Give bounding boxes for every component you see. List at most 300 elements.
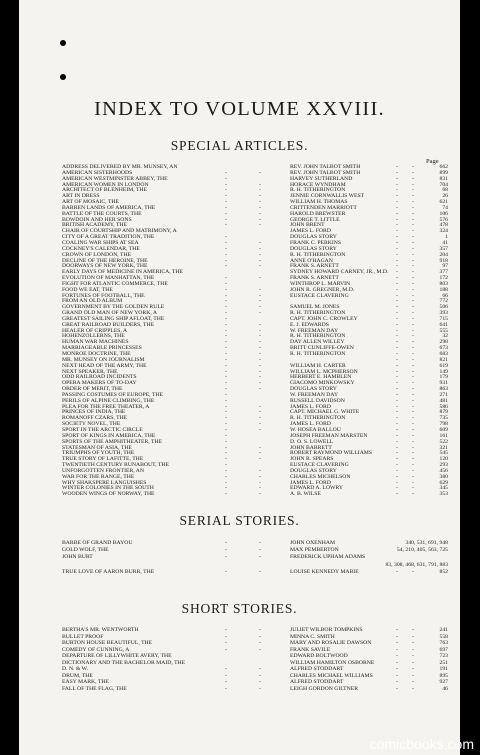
entry-author: WILLIAM HAMILTON OSBORNE bbox=[290, 659, 375, 666]
leader-dash: - bbox=[412, 315, 414, 322]
leader-dash: - bbox=[412, 187, 414, 194]
leader-dash: - bbox=[225, 679, 227, 685]
entry-page: 393 bbox=[439, 310, 448, 317]
entry-title: HUMAN WAR MACHINES bbox=[62, 339, 129, 346]
leader-dash: - bbox=[225, 204, 227, 211]
leader-dash: - bbox=[412, 310, 414, 317]
leader-dash: - bbox=[412, 415, 414, 422]
leader-dash: - bbox=[396, 245, 398, 252]
entry-title: WAR FOR THE RANGE, THE bbox=[62, 473, 135, 480]
leader-dash: - bbox=[412, 251, 414, 258]
leader-dash: - bbox=[225, 547, 227, 554]
entry-title: SPORT IN THE ARCTIC CIRCLE bbox=[62, 426, 143, 433]
entry-author: FRANK S. ARNETT bbox=[290, 275, 339, 282]
leader-dash: - bbox=[259, 540, 261, 546]
entry-title: FOOD WE EAT, THE bbox=[62, 286, 113, 293]
leader-dash: - bbox=[259, 491, 261, 498]
leader-dash: - bbox=[259, 426, 261, 433]
entry-title: ROMANOFF CZARS, THE bbox=[62, 415, 128, 422]
entry-page: 149 bbox=[439, 368, 448, 375]
entry-page: 555 bbox=[439, 327, 448, 334]
entry-page: 97 bbox=[442, 263, 448, 270]
entry-page: 629 bbox=[439, 479, 448, 486]
entry-title: SPORTS OF THE AMPHITHEATER, THE bbox=[62, 438, 163, 445]
leader-dash: - bbox=[396, 199, 398, 206]
leader-dash: - bbox=[412, 438, 414, 445]
entry-title: MARRIAGEABLE PRINCESSES bbox=[62, 345, 142, 352]
leader-dash: - bbox=[412, 304, 414, 311]
entry-page: 763 bbox=[439, 640, 448, 646]
leader-dash: - bbox=[225, 356, 227, 363]
leader-dash: - bbox=[225, 234, 227, 241]
watermark: comicbooks.com bbox=[369, 736, 474, 752]
leader-dash: - bbox=[225, 327, 227, 334]
leader-dash: - bbox=[412, 257, 414, 264]
leader-dash: - bbox=[225, 391, 227, 398]
entry-page: 179 bbox=[439, 374, 448, 381]
leader-dash: - bbox=[396, 685, 398, 692]
leader-dash: - bbox=[225, 193, 227, 200]
leader-dash: - bbox=[396, 210, 398, 217]
leader-dash: - bbox=[259, 257, 261, 264]
entry-title: JOHN BURT bbox=[62, 554, 93, 561]
leader-dash: - bbox=[412, 646, 414, 653]
entry-page: 191 bbox=[439, 666, 448, 672]
entry-page: 106 bbox=[439, 210, 448, 217]
leader-dash: - bbox=[259, 554, 261, 561]
entry-author: W. FREEMAN DAY bbox=[290, 391, 339, 398]
entry-title: AMERICAN WESTMINSTER ABBEY, THE bbox=[62, 175, 168, 182]
leader-dash: - bbox=[225, 275, 227, 282]
entry-page: 558 bbox=[439, 633, 448, 640]
leader-dash: - bbox=[396, 640, 398, 646]
leader-dash: - bbox=[396, 228, 398, 235]
leader-dash: - bbox=[225, 386, 227, 393]
leader-dash: - bbox=[396, 426, 398, 433]
entry-page: 852 bbox=[439, 568, 448, 575]
leader-dash: - bbox=[259, 672, 261, 679]
entry-page: 66 bbox=[442, 292, 448, 299]
entry-author: JOHN BRENT bbox=[290, 222, 325, 229]
leader-dash: - bbox=[412, 409, 414, 416]
entry-page: 772 bbox=[439, 298, 448, 305]
entry-title: BURTON HOUSE BEAUTIFUL, THE bbox=[62, 640, 153, 646]
entry-author: MARY AND ROSALIE DAWSON bbox=[290, 640, 372, 646]
leader-dash: - bbox=[396, 216, 398, 223]
entry-page: 899 bbox=[439, 169, 448, 176]
entry-title: WHY SHAKSPERE LANGUISHES bbox=[62, 479, 147, 486]
entry-title: ART OF MOSAIC, THE bbox=[62, 199, 119, 206]
leader-dash: - bbox=[412, 374, 414, 381]
leader-dash: - bbox=[225, 554, 227, 561]
entry-title: SPORT OF KINGS IN AMERICA, THE bbox=[62, 432, 156, 439]
entry-title: MONROE DOCTRINE, THE bbox=[62, 351, 131, 357]
leader-dash: - bbox=[225, 426, 227, 433]
entry-author: DOUGLAS STORY bbox=[290, 245, 337, 252]
leader-dash: - bbox=[396, 345, 398, 352]
leader-dash: - bbox=[396, 438, 398, 445]
entry-author: DAY ALLEN WILLEY bbox=[290, 339, 345, 346]
short-stories-list bbox=[62, 627, 454, 692]
leader-dash: - bbox=[225, 169, 227, 176]
entry-title: BRITISH ACADEMY, THE bbox=[62, 222, 128, 229]
leader-dash: - bbox=[412, 627, 414, 633]
leader-dash: - bbox=[259, 310, 261, 317]
leader-dash: - bbox=[396, 450, 398, 457]
entry-page: 798 bbox=[439, 421, 448, 428]
entry-author: EDWARD BOLTWOOD bbox=[290, 653, 348, 659]
entry-author: JAMES L. FORD bbox=[290, 421, 331, 428]
entry-page: 340, 531, 691, 948 bbox=[405, 540, 448, 546]
leader-dash: - bbox=[396, 646, 398, 653]
leader-dash: - bbox=[396, 257, 398, 264]
index-entry bbox=[62, 562, 454, 569]
entry-author: MINNA C. SMITH bbox=[290, 633, 335, 640]
index-entry bbox=[62, 547, 454, 554]
leader-dash: - bbox=[225, 672, 227, 679]
leader-dash: - bbox=[259, 210, 261, 217]
entry-author: REV. JOHN TALBOT SMITH bbox=[290, 164, 361, 170]
entry-author: SYDNEY HOWARD CARNEY, JR., M.D. bbox=[290, 269, 389, 276]
entry-author: LOUISE KENNEDY MABIE bbox=[290, 568, 359, 575]
index-entry bbox=[62, 554, 454, 561]
entry-title: CROWN OF LONDON, THE bbox=[62, 251, 132, 258]
leader-dash: - bbox=[259, 450, 261, 457]
entry-title: BERTHA'S MR. WENTWORTH bbox=[62, 627, 139, 633]
entry-page: 863 bbox=[439, 386, 448, 393]
entry-page: 683 bbox=[439, 351, 448, 357]
leader-dash: - bbox=[259, 456, 261, 463]
entry-title: UNFORGOTTEN FRONTIER, AN bbox=[62, 467, 144, 474]
leader-dash: - bbox=[412, 672, 414, 679]
entry-title: EVOLUTION OF MANHATTAN, THE bbox=[62, 275, 155, 282]
leader-dash: - bbox=[412, 228, 414, 235]
entry-title: NEXT SPEAKER, THE bbox=[62, 368, 118, 375]
entry-author: W. FREEMAN DAY bbox=[290, 327, 339, 334]
entry-title: D. N. & W. bbox=[62, 666, 88, 672]
entry-page: 481 bbox=[439, 397, 448, 404]
leader-dash: - bbox=[412, 391, 414, 398]
leader-dash: - bbox=[225, 491, 227, 498]
leader-dash: - bbox=[412, 222, 414, 229]
leader-dash: - bbox=[412, 169, 414, 176]
leader-dash: - bbox=[396, 362, 398, 369]
entry-page: 456 bbox=[439, 467, 448, 474]
leader-dash: - bbox=[396, 473, 398, 480]
entry-page: 74 bbox=[442, 204, 448, 211]
leader-dash: - bbox=[259, 187, 261, 194]
leader-dash: - bbox=[396, 444, 398, 451]
entry-title: AMERICAN WOMEN IN LONDON bbox=[62, 181, 149, 188]
leader-dash: - bbox=[412, 444, 414, 451]
entry-author: JOHN BARRETT bbox=[290, 444, 332, 451]
leader-dash: - bbox=[396, 286, 398, 293]
leader-dash: - bbox=[259, 409, 261, 416]
leader-dash: - bbox=[412, 479, 414, 486]
entry-title: BARREN LANDS OF AMERICA, THE bbox=[62, 204, 156, 211]
entry-author: WILLIAM H. THOMAS bbox=[290, 199, 348, 206]
entry-title: OPERA MAKERS OF TO-DAY bbox=[62, 380, 137, 387]
leader-dash: - bbox=[396, 403, 398, 410]
leader-dash: - bbox=[259, 473, 261, 480]
punch-hole bbox=[60, 74, 66, 80]
leader-dash: - bbox=[259, 633, 261, 640]
entry-author: R. H. TITHERINGTON bbox=[290, 251, 346, 258]
leader-dash: - bbox=[225, 627, 227, 633]
entry-author: EDWARD A. LOWRY bbox=[290, 485, 343, 492]
leader-dash: - bbox=[396, 485, 398, 492]
leader-dash: - bbox=[259, 386, 261, 393]
entry-author: GIACOMO MINKOWSKY bbox=[290, 380, 355, 387]
entry-title: TRUE STORY OF LAFITTE, THE bbox=[62, 456, 144, 463]
entry-title: FALL OF THE FLAG, THE bbox=[62, 685, 127, 692]
leader-dash: - bbox=[225, 415, 227, 422]
leader-dash: - bbox=[225, 210, 227, 217]
leader-dash: - bbox=[396, 304, 398, 311]
leader-dash: - bbox=[259, 421, 261, 428]
leader-dash: - bbox=[412, 362, 414, 369]
entry-title: COCKNEY'S CALENDAR, THE bbox=[62, 245, 140, 252]
leader-dash: - bbox=[225, 280, 227, 287]
entry-page: 298 bbox=[439, 339, 448, 346]
entry-page: 723 bbox=[439, 653, 448, 659]
leader-dash: - bbox=[259, 467, 261, 474]
leader-dash: - bbox=[412, 292, 414, 299]
leader-dash: - bbox=[259, 327, 261, 334]
leader-dash: - bbox=[396, 204, 398, 211]
leader-dash: - bbox=[412, 456, 414, 463]
entry-title: EARLY DAYS OF MEDICINE IN AMERICA, THE bbox=[62, 269, 184, 276]
index-entry bbox=[62, 492, 454, 498]
entry-title: PERILS OF ALPINE CLIMBING, THE bbox=[62, 397, 155, 404]
entry-title: HOHENZOLLERNS, THE bbox=[62, 333, 125, 340]
entry-page: 293 bbox=[439, 462, 448, 469]
leader-dash: - bbox=[396, 659, 398, 666]
leader-dash: - bbox=[396, 462, 398, 469]
entry-page: 609 bbox=[439, 426, 448, 433]
leader-dash: - bbox=[259, 286, 261, 293]
entry-page: 586 bbox=[439, 403, 448, 410]
leader-dash: - bbox=[412, 432, 414, 439]
short-stories-heading: SHORT STORIES. bbox=[181, 601, 298, 616]
leader-dash: - bbox=[225, 251, 227, 258]
leader-dash: - bbox=[412, 450, 414, 457]
entry-page: 619 bbox=[439, 362, 448, 369]
leader-dash: - bbox=[225, 315, 227, 322]
leader-dash: - bbox=[412, 199, 414, 206]
entry-page: 46 bbox=[442, 685, 448, 692]
leader-dash: - bbox=[259, 547, 261, 554]
leader-dash: - bbox=[259, 345, 261, 352]
entry-author: R. H. TITHERINGTON bbox=[290, 310, 346, 317]
entry-title: ADDRESS DELIVERED BY MR. MUNSEY, AN bbox=[62, 164, 178, 170]
entry-page: 345 bbox=[439, 485, 448, 492]
leader-dash: - bbox=[412, 204, 414, 211]
entry-author: FRANK SAVILE bbox=[290, 646, 331, 653]
leader-dash: - bbox=[412, 659, 414, 666]
entry-title: PLEA FOR THE FREE THEATER, A bbox=[62, 403, 150, 410]
entry-page: 377 bbox=[439, 269, 448, 276]
leader-dash: - bbox=[225, 321, 227, 328]
leader-dash: - bbox=[225, 292, 227, 299]
page-column-label: Page bbox=[426, 158, 439, 165]
entry-page: 1 bbox=[445, 234, 448, 241]
entry-author: BRITT CUNLIFFE-OWEN bbox=[290, 345, 354, 352]
entry-page: 172 bbox=[439, 275, 448, 282]
leader-dash: - bbox=[225, 351, 227, 357]
leader-dash: - bbox=[225, 685, 227, 692]
leader-dash: - bbox=[225, 187, 227, 194]
leader-dash: - bbox=[259, 640, 261, 646]
entry-page: 735 bbox=[439, 415, 448, 422]
leader-dash: - bbox=[225, 368, 227, 375]
leader-dash: - bbox=[412, 679, 414, 685]
entry-title: DICTIONARY AND THE BACHELOR MAID, THE bbox=[62, 659, 186, 666]
entry-title: TRUE LOVE OF AARON BURR, THE bbox=[62, 568, 155, 575]
leader-dash: - bbox=[225, 239, 227, 246]
leader-dash: - bbox=[396, 327, 398, 334]
leader-dash: - bbox=[396, 164, 398, 170]
punch-hole bbox=[60, 40, 66, 46]
leader-dash: - bbox=[396, 333, 398, 340]
entry-page: 478 bbox=[439, 222, 448, 229]
entry-page: 621 bbox=[439, 199, 448, 206]
entry-page: 321 bbox=[439, 444, 448, 451]
leader-dash: - bbox=[412, 321, 414, 328]
entry-title: NEXT HEAD OF THE ARMY, THE bbox=[62, 362, 147, 369]
leader-dash: - bbox=[259, 245, 261, 252]
serial-stories-heading: SERIAL STORIES. bbox=[179, 513, 300, 528]
leader-dash: - bbox=[259, 479, 261, 486]
entry-page: 161 bbox=[439, 432, 448, 439]
leader-dash: - bbox=[259, 351, 261, 357]
entry-page: 271 bbox=[439, 391, 448, 398]
leader-dash: - bbox=[225, 362, 227, 369]
entry-author: SAMUEL M. JONES bbox=[290, 304, 340, 311]
leader-dash: - bbox=[396, 666, 398, 672]
leader-dash: - bbox=[225, 485, 227, 492]
leader-dash: - bbox=[225, 298, 227, 305]
leader-dash: - bbox=[412, 327, 414, 334]
entry-page: 188 bbox=[439, 286, 448, 293]
leader-dash: - bbox=[412, 640, 414, 646]
leader-dash: - bbox=[225, 438, 227, 445]
leader-dash: - bbox=[412, 421, 414, 428]
leader-dash: - bbox=[225, 666, 227, 672]
leader-dash: - bbox=[225, 263, 227, 270]
leader-dash: - bbox=[259, 627, 261, 633]
leader-dash: - bbox=[396, 222, 398, 229]
entry-page: 380 bbox=[439, 473, 448, 480]
leader-dash: - bbox=[259, 339, 261, 346]
entry-page: 673 bbox=[439, 345, 448, 352]
entry-author: LEIGH GORDON GILTNER bbox=[290, 685, 359, 692]
index-entry bbox=[62, 540, 454, 547]
entry-author: ALFRED STODDART bbox=[290, 679, 344, 685]
leader-dash: - bbox=[225, 633, 227, 640]
entry-author: DOUGLAS STORY bbox=[290, 234, 337, 241]
entry-author: HAROLD BREWSTER bbox=[290, 210, 346, 217]
entry-page: 41 bbox=[442, 239, 448, 246]
entry-author: WILLIAM L. MCPHERSON bbox=[290, 368, 358, 375]
leader-dash: - bbox=[396, 672, 398, 679]
leader-dash: - bbox=[225, 304, 227, 311]
entry-page: 697 bbox=[439, 646, 448, 653]
leader-dash: - bbox=[259, 263, 261, 270]
leader-dash: - bbox=[225, 646, 227, 653]
entry-page: 918 bbox=[439, 257, 448, 264]
leader-dash: - bbox=[396, 479, 398, 486]
leader-dash: - bbox=[412, 239, 414, 246]
entry-title: CITY OF A GREAT TRADITION, THE bbox=[62, 234, 155, 241]
leader-dash: - bbox=[259, 679, 261, 685]
leader-dash: - bbox=[225, 456, 227, 463]
entry-author: JAMES L. FORD bbox=[290, 228, 331, 235]
entry-title: GREAT RAILROAD BUILDERS, THE bbox=[62, 321, 155, 328]
leader-dash: - bbox=[396, 321, 398, 328]
entry-title: MR. MUNSEY ON JOURNALISM bbox=[62, 356, 145, 363]
entry-page: 803 bbox=[439, 280, 448, 287]
leader-dash: - bbox=[259, 368, 261, 375]
entry-author: HORACE WYNDHAM bbox=[290, 181, 346, 188]
entry-author: ALFRED STODDART bbox=[290, 666, 344, 672]
leader-dash: - bbox=[225, 345, 227, 352]
entry-author: CHARLES MICHAEL WILLIAMS bbox=[290, 672, 373, 679]
leader-dash: - bbox=[396, 356, 398, 363]
entry-title: BARBE OF GRAND BAYOU bbox=[62, 540, 133, 546]
leader-dash: - bbox=[259, 204, 261, 211]
leader-dash: - bbox=[396, 380, 398, 387]
leader-dash: - bbox=[259, 239, 261, 246]
leader-dash: - bbox=[396, 175, 398, 182]
leader-dash: - bbox=[225, 257, 227, 264]
entry-page: 353 bbox=[439, 491, 448, 498]
index-page bbox=[19, 0, 460, 755]
entry-title: WINTER COLONIES IN THE SOUTH bbox=[62, 485, 154, 492]
entry-page: 54, 210, 405, 563, 725 bbox=[396, 547, 448, 554]
entry-author: ROBERT RAYMOND WILLIAMS bbox=[290, 450, 373, 457]
leader-dash: - bbox=[259, 415, 261, 422]
leader-dash: - bbox=[259, 222, 261, 229]
entry-title: DECLINE OF THE HEROINE, THE bbox=[62, 257, 148, 264]
leader-dash: - bbox=[412, 568, 414, 575]
entry-author: CAPT. MICHAEL G. WHITE bbox=[290, 409, 360, 416]
special-articles-heading: SPECIAL ARTICLES. bbox=[170, 138, 309, 153]
entry-title: GREATEST SAILING SHIP AFLOAT, THE bbox=[62, 315, 165, 322]
leader-dash: - bbox=[396, 275, 398, 282]
leader-dash: - bbox=[259, 646, 261, 653]
entry-page: 68 bbox=[442, 187, 448, 194]
entry-page: 522 bbox=[439, 438, 448, 445]
leader-dash: - bbox=[396, 351, 398, 357]
leader-dash: - bbox=[225, 421, 227, 428]
leader-dash: - bbox=[412, 286, 414, 293]
leader-dash: - bbox=[259, 666, 261, 672]
leader-dash: - bbox=[412, 181, 414, 188]
entry-author: HARVEY SUTHERLAND bbox=[290, 175, 353, 182]
entry-title: PRINCES OF INDIA, THE bbox=[62, 409, 126, 416]
leader-dash: - bbox=[412, 403, 414, 410]
entry-title: ODD RAILROAD INCIDENTS bbox=[62, 374, 137, 381]
entry-author: JAMES L. FORD bbox=[290, 479, 331, 486]
entry-page: 821 bbox=[439, 356, 448, 363]
leader-dash: - bbox=[412, 685, 414, 692]
leader-dash: - bbox=[225, 462, 227, 469]
entry-title: AMERICAN SISTERHOODS bbox=[62, 169, 133, 176]
leader-dash: - bbox=[225, 403, 227, 410]
entry-author: JOSEPH FREEMAN MARSTEN bbox=[290, 432, 368, 439]
leader-dash: - bbox=[259, 181, 261, 188]
